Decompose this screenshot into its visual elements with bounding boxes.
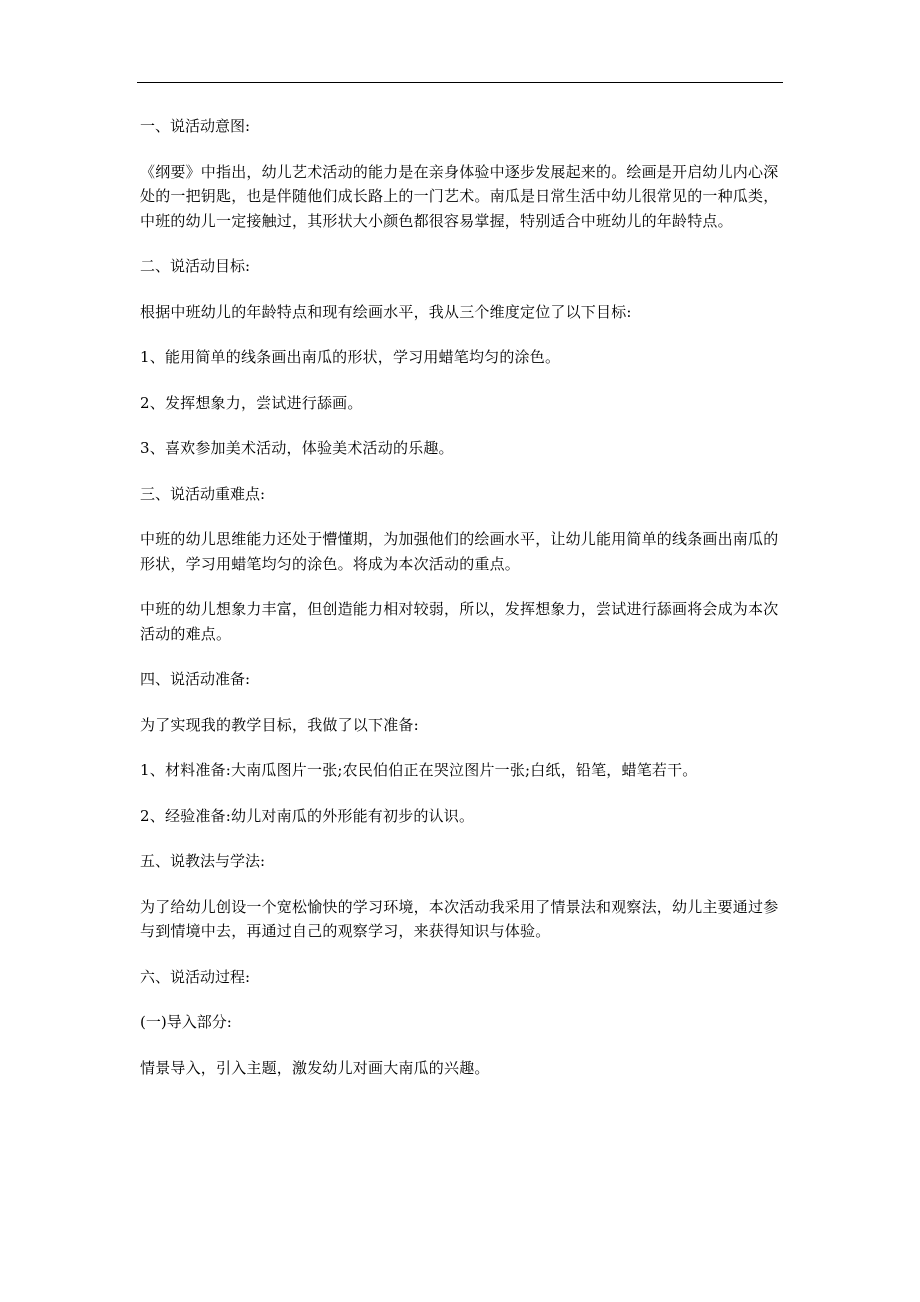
document-body — [140, 114, 782, 1101]
goal-1: 1、能用简单的线条画出南瓜的形状，学习用蜡笔均匀的涂色。 — [140, 348, 561, 366]
difficulty-paragraph: 中班的幼儿想象力丰富，但创造能力相对较弱，所以，发挥想象力，尝试进行舔画将会成为本次活动的难点。 — [140, 600, 779, 643]
section-1-heading: 一、说活动意图: — [140, 117, 251, 135]
section-6-heading: 六、说活动过程: — [140, 967, 251, 986]
prep-2: 2、经验准备:幼儿对南瓜的外形能有初步的认识。 — [140, 806, 475, 825]
header-rule — [137, 82, 783, 83]
key-point-paragraph: 中班的幼儿思维能力还处于懵懂期，为加强他们的绘画水平，让幼儿能用简单的线条画出南瓜的形状，学习用蜡笔均匀的涂色。将成为本次活动的重点。 — [140, 530, 779, 573]
section-3-heading: 三、说活动重难点: — [140, 484, 266, 503]
section-5-heading: 五、说教法与学法: — [140, 852, 266, 870]
section-1-paragraph: 《纲要》中指出，幼儿艺术活动的能力是在亲身体验中逐步发展起来的。绘画是开启幼儿内心深处的一把钥匙，也是伴随他们成长路上的一门艺术。南瓜是日常生活中幼儿很常见的一种瓜类，中班的幼儿一定接触过，其形状大小颜色都很容易掌握，特别适合中班幼儿的年龄特点。 — [140, 162, 779, 230]
section-2-intro: 根据中班幼儿的年龄特点和现有绘画水平，我从三个维度定位了以下目标: — [140, 302, 632, 321]
goal-3: 3、喜欢参加美术活动，体验美术活动的乐趣。 — [140, 439, 454, 457]
subsection-1-heading: (一)导入部分: — [140, 1013, 232, 1031]
goal-2: 2、发挥想象力，尝试进行舔画。 — [140, 393, 363, 412]
prep-1: 1、材料准备:大南瓜图片一张;农民伯伯正在哭泣图片一张;白纸，铅笔，蜡笔若干。 — [140, 761, 698, 779]
intro-part-paragraph: 情景导入，引入主题，激发幼儿对画大南瓜的兴趣。 — [140, 1058, 490, 1077]
prep-intro: 为了实现我的教学目标，我做了以下准备: — [140, 715, 419, 734]
section-2-heading: 二、说活动目标: — [140, 257, 251, 275]
section-4-heading: 四、说活动准备: — [140, 670, 251, 688]
method-paragraph: 为了给幼儿创设一个宽松愉快的学习环境，本次活动我采用了情景法和观察法，幼儿主要通过参与到情境中去，再通过自己的观察学习，来获得知识与体验。 — [140, 897, 779, 940]
